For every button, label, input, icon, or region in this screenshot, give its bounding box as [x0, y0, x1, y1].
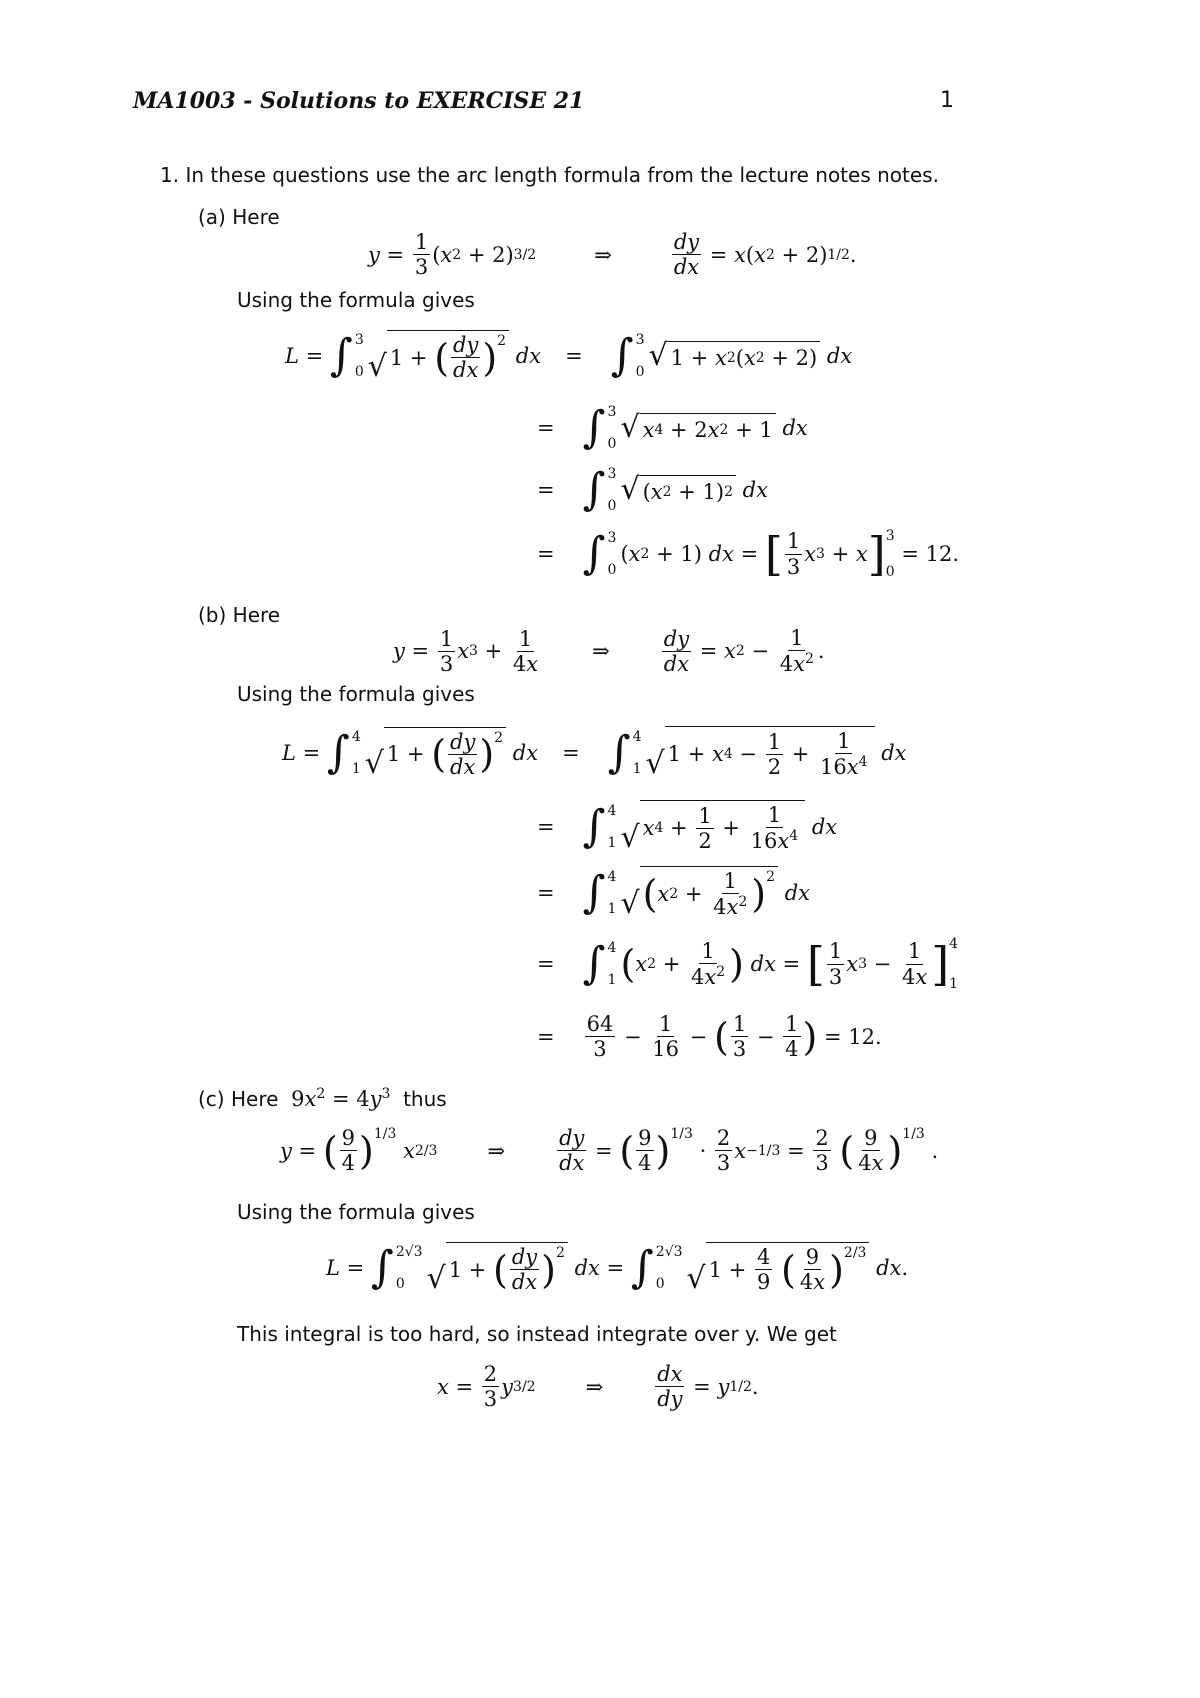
question-intro: 1. In these questions use the arc length formula from the lecture notes notes.	[160, 163, 939, 187]
part-a-label: (a) Here	[198, 205, 280, 229]
part-c-using: Using the formula gives	[237, 1200, 475, 1224]
page-number: 1	[940, 88, 954, 113]
part-a-step-2: = ∫ 3 0 √ x 4 + 2 x 2 + 1 dx	[537, 402, 808, 453]
part-b-given: y = $\frac{1}{3}$ x 3 + $\frac{1}{4x}$ ⇒ $\frac{dy}{dx}$ = x 2 − $\frac{1}{4x^2}$ .	[393, 626, 825, 677]
part-b-step-2: = ∫ 4 1 √ x 4 + $\frac{1}{2}$ + $\frac{1}{16x^4}$ dx	[537, 800, 838, 856]
part-b-using: Using the formula gives	[237, 682, 475, 706]
part-a-using: Using the formula gives	[237, 288, 475, 312]
part-a-given: y = $\frac{1}{3}$ ( x 2 + 2) 3/2 ⇒ $\frac{dy}{dx}$ = x ( x 2 + 2) 1/2 .	[368, 230, 857, 280]
part-c-label: (c) Here $9x^2 = 4y^3$ thus	[198, 1086, 447, 1111]
part-b-step-3: = ∫ 4 1 √ ( x 2 + $\frac{1}{4x^2}$ ) $^2$ dx	[537, 866, 811, 922]
part-c-step-1: L = ∫ 2√3 0 √ 1 + ( $\frac{dy}{dx}$ ) $^2$ dx = ∫ 2√3 0 √ 1 + $\frac{4}{9}$ ( $\frac{9}{4x}$ ) $^{2/3}$ dx .	[326, 1242, 909, 1297]
part-a-step-4: = ∫ 3 0 ( x 2 + 1) dx = [ $\frac{1}{3}$ x 3 + x ] 3 0 = 12.	[537, 527, 959, 581]
part-c-x-of-y: x = $\frac{2}{3}$ y 3/2 ⇒ $\frac{dx}{dy}$ = y 1/2 .	[437, 1362, 759, 1412]
part-b-step-5: = $\frac{64}{3}$ − $\frac{1}{16}$ − ( $\frac{1}{3}$ − $\frac{1}{4}$ ) = 12.	[537, 1012, 882, 1062]
part-b-step-1: L = ∫ 4 1 √ 1 + ( $\frac{dy}{dx}$ ) $^2$ dx = ∫ 4 1 √ 1 + x 4 − $\frac{1}{2}$ + $\frac{1}{16x^4}$ dx	[282, 726, 907, 782]
part-a-step-3: = ∫ 3 0 √ ( x 2 + 1) 2 dx	[537, 464, 768, 515]
part-c-hard-note: This integral is too hard, so instead integrate over y. We get	[237, 1322, 837, 1346]
part-b-step-4: = ∫ 4 1 ( x 2 + $\frac{1}{4x^2}$ ) dx = [ $\frac{1}{3}$ x 3 − $\frac{1}{4x}$ ] 4 1	[537, 936, 959, 992]
part-a-step-1: L = ∫ 3 0 √ 1 + ( $\frac{dy}{dx}$ ) $^2$ dx = ∫ 3 0 √ 1 + x 2 ( x 2 + 2) dx	[285, 330, 853, 385]
part-c-given: y = ( $\frac{9}{4}$ ) $^{1/3}$ x 2/3 ⇒ $\frac{dy}{dx}$ = ( $\frac{9}{4}$ ) $^{1/3}$ · $\frac{2}{3}$ x −1/3 = $\frac{2}{3}$ ( $\frac{9}{4x}$ ) $^{1/3}$ .	[280, 1126, 939, 1176]
page-title: MA1003 - Solutions to EXERCISE 21	[133, 88, 585, 114]
part-b-label: (b) Here	[198, 603, 281, 627]
